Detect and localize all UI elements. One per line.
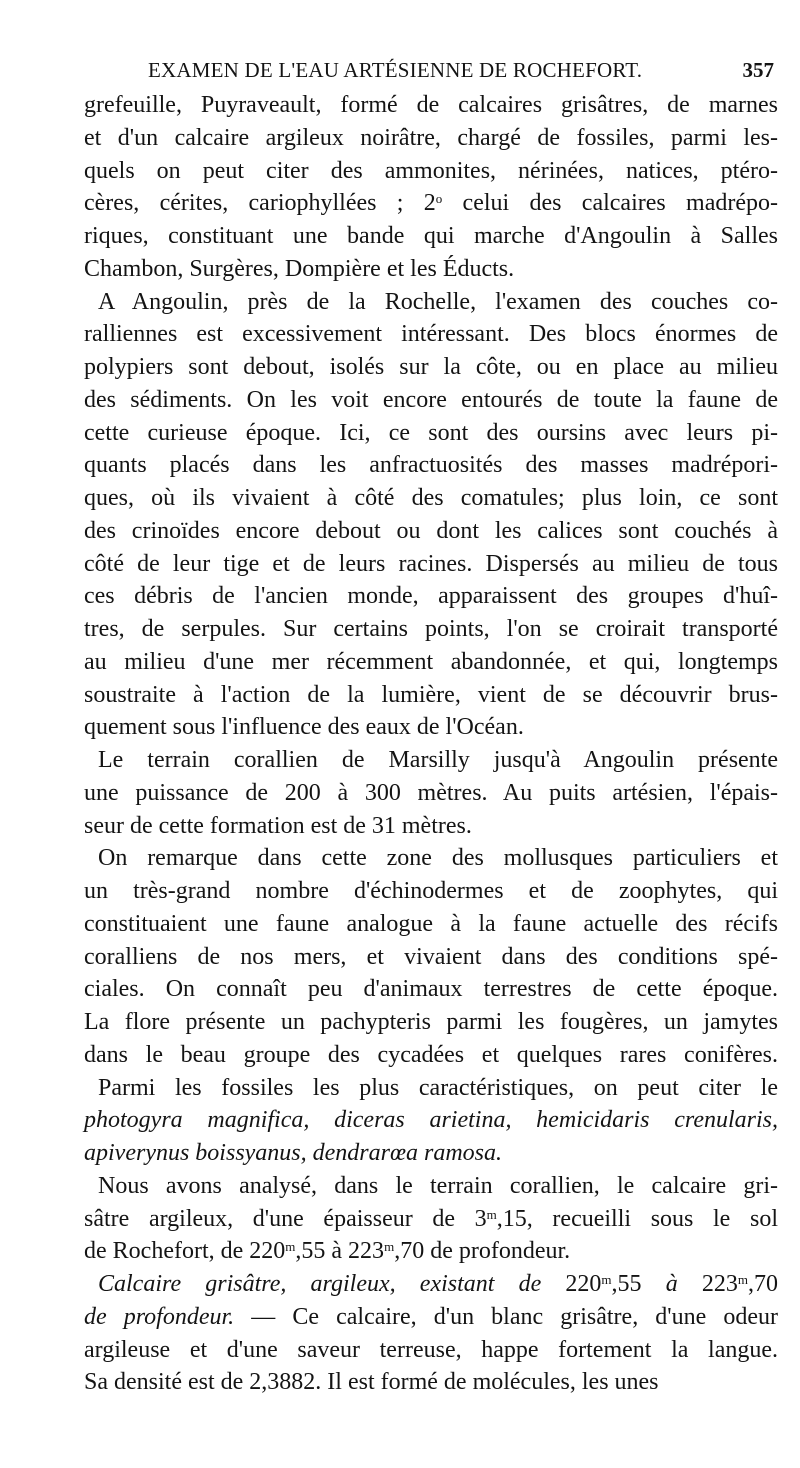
- text-line: [84, 1006, 778, 1039]
- text-run: dans le beau groupe des cycadées et quelques rares conifères.: [84, 1041, 778, 1068]
- text-run: des sédiments. On les voit encore entourés de toute la faune de: [84, 386, 778, 413]
- text-line: [84, 482, 778, 515]
- text-run: et d'un calcaire argileux noirâtre, chargé de fossiles, parmi les-: [84, 124, 778, 151]
- text-line: [84, 1137, 778, 1170]
- text-line: [84, 842, 778, 875]
- italic-text: de profondeur.: [84, 1303, 235, 1330]
- text-run: quement sous l'influence des eaux de l'Océan.: [84, 714, 524, 741]
- text-line: [84, 89, 778, 122]
- text-run: Parmi les fossiles les plus caractéristiques, on peut citer le: [98, 1074, 778, 1101]
- text-line: [84, 122, 778, 155]
- text-run: soustraite à l'action de la lumière, vient de se découvrir brus-: [84, 681, 778, 708]
- text-line: [84, 220, 778, 253]
- body-text: [84, 89, 778, 1399]
- text-run: Chambon, Surgères, Dompière et les Éducts.: [84, 255, 515, 282]
- text-run: ralliennes est excessivement intéressant. Des blocs énormes de: [84, 321, 778, 348]
- text-run: constituaient une faune analogue à la faune actuelle des récifs: [84, 910, 778, 937]
- text-run: cères, cérites, cariophyllées ; 2: [84, 190, 436, 217]
- text-line: [84, 810, 778, 843]
- text-run: ques, où ils vivaient à côté des comatules; plus loin, ce sont: [84, 485, 778, 511]
- superscript: m: [601, 1271, 612, 1287]
- text-run: ,70 de profondeur.: [394, 1238, 571, 1265]
- text-line: [84, 679, 778, 712]
- text-run: Sa densité est de 2,3882. Il est formé de molécules, les unes: [84, 1369, 659, 1396]
- text-line: [84, 515, 778, 548]
- text-run: argileuse et d'une saveur terreuse, happe fortement la langue.: [84, 1336, 778, 1363]
- text-run: sâtre argileux, d'une épaisseur de 3: [84, 1205, 487, 1232]
- text-run: ,70: [748, 1271, 779, 1297]
- text-run: riques, constituant une bande qui marche d'Angoulin à Salles: [84, 223, 778, 249]
- superscript: m: [285, 1239, 296, 1255]
- text-line: [84, 1170, 778, 1203]
- text-run: des crinoïdes encore debout ou dont les calices sont couchés à: [84, 517, 778, 544]
- text-run: La flore présente un pachypteris parmi les fougères, un jamytes: [84, 1009, 778, 1035]
- text-line: [84, 1268, 778, 1301]
- text-line: [84, 155, 778, 188]
- text-line: [84, 1301, 778, 1334]
- text-run: tres, de serpules. Sur certains points, l'on se croirait transporté: [84, 616, 778, 642]
- text-line: [84, 777, 778, 810]
- text-line: [84, 1039, 778, 1072]
- text-line: [84, 711, 778, 744]
- text-line: [84, 286, 778, 319]
- text-line: [84, 580, 778, 613]
- text-run: quels on peut citer des ammonites, nérinées, natices, ptéro-: [84, 157, 778, 184]
- text-run: coralliens de nos mers, et vivaient dans des conditions spé-: [84, 943, 778, 970]
- text-line: [84, 1366, 778, 1399]
- text-run: ciales. On connaît peu d'animaux terrestres de cette époque.: [84, 976, 778, 1003]
- text-run: Nous avons analysé, dans le terrain corallien, le calcaire gri-: [98, 1172, 778, 1199]
- text-line: [84, 187, 778, 220]
- text-run: côté de leur tige et de leurs racines. Dispersés au milieu de tous: [84, 550, 778, 577]
- superscript: m: [384, 1239, 395, 1255]
- text-run: de Rochefort, de 220: [84, 1238, 286, 1265]
- running-title: EXAMEN DE L'EAU ARTÉSIENNE DE ROCHEFORT.: [148, 58, 643, 82]
- text-line: [84, 908, 778, 941]
- text-line: [84, 417, 778, 450]
- text-run: cette curieuse époque. Ici, ce sont des oursins avec leurs pi-: [84, 419, 778, 446]
- text-run: ,15, recueilli sous le sol: [496, 1205, 778, 1232]
- italic-text: Calcaire grisâtre, argileux, existant de: [98, 1271, 566, 1297]
- text-line: [84, 941, 778, 974]
- text-run: ,55 à 223: [295, 1238, 385, 1265]
- italic-text: à: [665, 1271, 678, 1297]
- superscript: o: [435, 191, 443, 207]
- text-run: un très-grand nombre d'échinodermes et de zoophytes, qui: [84, 878, 778, 904]
- text-run: ces débris de l'ancien monde, apparaissent des groupes d'huî-: [84, 583, 778, 610]
- text-line: [84, 449, 778, 482]
- text-line: [84, 318, 778, 351]
- text-run: seur de cette formation est de 31 mètres.: [84, 812, 472, 839]
- text-run: ,55: [611, 1271, 666, 1297]
- text-run: Le terrain corallien de Marsilly jusqu'à Angoulin présente: [98, 747, 778, 773]
- text-line: [84, 253, 778, 286]
- superscript: m: [737, 1271, 749, 1287]
- text-run: 220: [565, 1271, 602, 1297]
- text-run: — Ce calcaire, d'un blanc grisâtre, d'une odeur: [234, 1303, 778, 1330]
- text-run: grefeuille, Puyraveault, formé de calcaires grisâtres, de marnes: [84, 92, 778, 118]
- text-line: [84, 875, 778, 908]
- text-line: [84, 613, 778, 646]
- text-line: [84, 1334, 778, 1367]
- text-run: On remarque dans cette zone des mollusques particuliers et: [98, 845, 778, 872]
- text-line: [84, 744, 778, 777]
- text-run: une puissance de 200 à 300 mètres. Au puits artésien, l'épais-: [84, 779, 778, 806]
- italic-text: apiverynus boissyanus, dendrarœa ramosa.: [84, 1140, 502, 1166]
- text-line: [84, 1203, 778, 1236]
- text-run: 223: [677, 1271, 738, 1297]
- text-line: [84, 646, 778, 679]
- text-run: quants placés dans les anfractuosités des masses madrépori-: [84, 452, 778, 479]
- superscript: m: [486, 1206, 497, 1222]
- text-line: [84, 384, 778, 417]
- text-line: [84, 1235, 778, 1268]
- text-run: polypiers sont debout, isolés sur la côte, ou en place au milieu: [84, 354, 778, 380]
- text-run: celui des calcaires madrépo-: [442, 190, 778, 217]
- text-line: [84, 973, 778, 1006]
- text-line: [84, 1104, 778, 1137]
- text-line: [84, 548, 778, 581]
- running-head: [84, 58, 774, 88]
- italic-text: photogyra magnifica, diceras arietina, hemicidaris crenularis,: [84, 1107, 778, 1134]
- text-line: [84, 351, 778, 384]
- text-line: [84, 1072, 778, 1105]
- text-run: A Angoulin, près de la Rochelle, l'examen des couches co-: [98, 288, 778, 315]
- page-number: 357: [742, 58, 774, 82]
- text-run: au milieu d'une mer récemment abandonnée, et qui, longtemps: [84, 648, 778, 675]
